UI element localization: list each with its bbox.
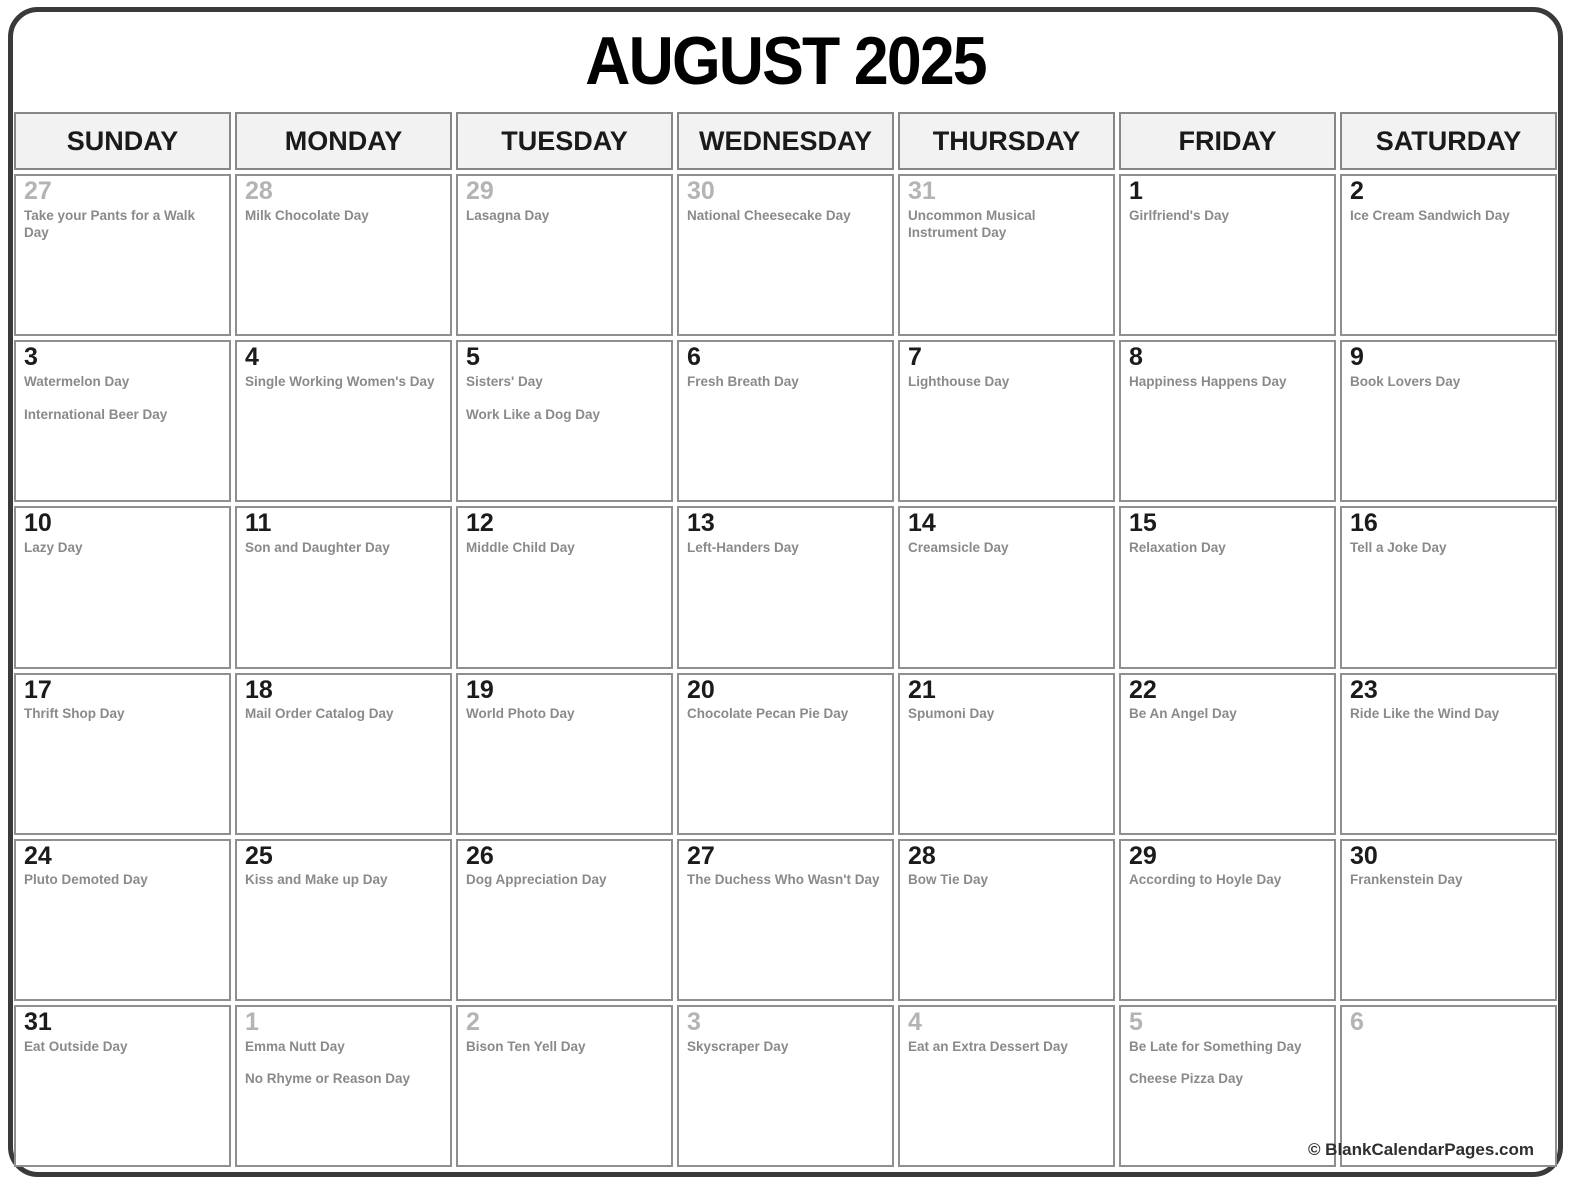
holiday-label: Left-Handers Day: [687, 540, 799, 556]
day-number: 31: [24, 1007, 52, 1036]
calendar-day-cell: [898, 506, 1115, 668]
calendar-day-cell: [456, 174, 673, 336]
weekday-header-thursday: THURSDAY: [898, 112, 1115, 170]
calendar-day-cell: [677, 1005, 894, 1167]
holiday-label: Happiness Happens Day: [1129, 373, 1287, 389]
day-number: 28: [245, 177, 273, 205]
calendar-day-cell: [1340, 839, 1557, 1001]
day-number: 7: [908, 343, 922, 372]
calendar-day-cell: [235, 174, 452, 336]
holiday-label: Lighthouse Day: [908, 373, 1010, 389]
holiday-label: Watermelon Day: [24, 373, 130, 389]
day-number: 25: [245, 841, 273, 870]
holiday-label: Chocolate Pecan Pie Day: [687, 706, 849, 722]
calendar-day-cell: [677, 340, 894, 502]
day-number: 1: [1129, 177, 1143, 205]
calendar-day-cell: [1119, 174, 1336, 336]
holiday-label: Be An Angel Day: [1129, 706, 1237, 722]
day-number: 30: [687, 177, 715, 205]
calendar-day-cell: [456, 839, 673, 1001]
day-number: 12: [466, 509, 494, 538]
holiday-label: The Duchess Who Wasn't Day: [687, 872, 880, 888]
calendar-day-cell: [1119, 340, 1336, 502]
day-number: 16: [1350, 509, 1378, 538]
calendar-day-cell: [898, 340, 1115, 502]
holiday-label: Spumoni Day: [908, 706, 995, 722]
day-number: 3: [687, 1007, 701, 1036]
calendar-day-cell: [677, 174, 894, 336]
day-number: 4: [908, 1007, 922, 1036]
holiday-label: Son and Daughter Day: [245, 540, 390, 556]
holiday-label: Book Lovers Day: [1350, 373, 1461, 389]
day-number: 18: [245, 675, 273, 704]
day-number: 17: [24, 675, 52, 704]
calendar-day-cell: [1119, 839, 1336, 1001]
day-number: 5: [1129, 1007, 1143, 1036]
day-number: 4: [245, 343, 259, 372]
day-number: 27: [687, 841, 715, 870]
holiday-label: Relaxation Day: [1129, 540, 1226, 556]
holiday-label: Frankenstein Day: [1350, 872, 1463, 888]
calendar-frame: [8, 7, 1563, 1177]
calendar-day-cell: [677, 506, 894, 668]
day-number: 6: [687, 343, 701, 372]
calendar-day-cell: [1119, 506, 1336, 668]
day-number: 19: [466, 675, 494, 704]
calendar-day-cell: [898, 174, 1115, 336]
calendar-grid: [14, 174, 1557, 1167]
holiday-label: Milk Chocolate Day: [245, 207, 369, 223]
day-number: 1: [245, 1007, 259, 1036]
holiday-label: Girlfriend's Day: [1129, 207, 1229, 223]
calendar-day-cell: [235, 673, 452, 835]
day-number: 30: [1350, 841, 1378, 870]
day-number: 14: [908, 509, 936, 538]
day-number: 28: [908, 841, 936, 870]
holiday-label: Be Late for Something Day: [1129, 1038, 1302, 1054]
weekday-header-wednesday: WEDNESDAY: [677, 112, 894, 170]
calendar-day-cell: [1340, 340, 1557, 502]
day-number: 10: [24, 509, 52, 538]
calendar-body: [14, 112, 1557, 1167]
holiday-label: According to Hoyle Day: [1129, 872, 1282, 888]
weekday-header-monday: MONDAY: [235, 112, 452, 170]
weekday-header-friday: FRIDAY: [1119, 112, 1336, 170]
day-number: 26: [466, 841, 494, 870]
holiday-label: Ice Cream Sandwich Day: [1350, 207, 1510, 223]
calendar-day-cell: [14, 839, 231, 1001]
calendar-day-cell: [1119, 673, 1336, 835]
day-number: 11: [245, 509, 272, 538]
calendar-day-cell: [1119, 1005, 1336, 1167]
calendar-day-cell: [456, 506, 673, 668]
holiday-label: Pluto Demoted Day: [24, 872, 148, 888]
day-number: 29: [1129, 841, 1157, 870]
calendar-day-cell: [235, 340, 452, 502]
holiday-label: Creamsicle Day: [908, 540, 1009, 556]
day-number: 27: [24, 177, 52, 205]
calendar-day-cell: [898, 673, 1115, 835]
day-number: 23: [1350, 675, 1378, 704]
calendar-day-cell: [677, 673, 894, 835]
day-number: 21: [908, 675, 936, 704]
calendar-day-cell: [14, 506, 231, 668]
calendar-day-cell: [14, 340, 231, 502]
day-number: 24: [24, 841, 52, 870]
day-number: 8: [1129, 343, 1143, 372]
calendar-day-cell: [1340, 174, 1557, 336]
calendar-day-cell: [677, 839, 894, 1001]
holiday-label: Bison Ten Yell Day: [466, 1038, 586, 1054]
holiday-label: Work Like a Dog Day: [466, 406, 601, 422]
holiday-label: International Beer Day: [24, 406, 168, 422]
calendar-day-cell: [898, 839, 1115, 1001]
calendar-day-cell: [456, 673, 673, 835]
calendar-day-cell: [1340, 673, 1557, 835]
calendar-day-cell: [235, 839, 452, 1001]
calendar-day-cell: [235, 1005, 452, 1167]
holiday-label: Bow Tie Day: [908, 872, 989, 888]
calendar-day-cell: [14, 1005, 231, 1167]
holiday-label: World Photo Day: [466, 706, 575, 722]
calendar-day-cell: [14, 174, 231, 336]
day-number: 2: [466, 1007, 480, 1036]
day-number: 2: [1350, 177, 1364, 205]
holiday-label: Lasagna Day: [466, 207, 550, 223]
calendar-day-cell: [456, 340, 673, 502]
holiday-label: Skyscraper Day: [687, 1038, 789, 1054]
holiday-label: Middle Child Day: [466, 540, 575, 556]
day-number: 13: [687, 509, 715, 538]
day-number: 5: [466, 343, 480, 372]
holiday-label: Single Working Women's Day: [245, 373, 435, 389]
holiday-label: Cheese Pizza Day: [1129, 1071, 1244, 1087]
day-number: 20: [687, 675, 715, 704]
holiday-label: Lazy Day: [24, 540, 83, 556]
day-number: 6: [1350, 1007, 1364, 1036]
weekday-header-saturday: SATURDAY: [1340, 112, 1557, 170]
holiday-label: Mail Order Catalog Day: [245, 706, 394, 722]
day-number: 15: [1129, 509, 1157, 538]
holiday-label: Eat an Extra Dessert Day: [908, 1038, 1068, 1054]
weekday-header-sunday: SUNDAY: [14, 112, 231, 170]
calendar-day-cell: [14, 673, 231, 835]
holiday-label: Sisters' Day: [466, 373, 543, 389]
holiday-label: National Cheesecake Day: [687, 207, 851, 223]
holiday-label: Eat Outside Day: [24, 1038, 128, 1054]
calendar-day-cell: [1340, 506, 1557, 668]
holiday-label: Ride Like the Wind Day: [1350, 706, 1500, 722]
holiday-label: Uncommon Musical Instrument Day: [908, 207, 1036, 240]
holiday-label: Tell a Joke Day: [1350, 540, 1447, 556]
day-number: 9: [1350, 343, 1364, 372]
holiday-label: Kiss and Make up Day: [245, 872, 388, 888]
calendar-day-cell: [898, 1005, 1115, 1167]
weekday-header-tuesday: TUESDAY: [456, 112, 673, 170]
day-number: 29: [466, 177, 494, 205]
holiday-label: Take your Pants for a Walk Day: [24, 207, 196, 240]
holiday-label: Dog Appreciation Day: [466, 872, 607, 888]
holiday-label: Emma Nutt Day: [245, 1038, 345, 1054]
holiday-label: Thrift Shop Day: [24, 706, 125, 722]
calendar-day-cell: [235, 506, 452, 668]
day-number: 22: [1129, 675, 1157, 704]
copyright-text: © BlankCalendarPages.com: [1307, 1140, 1534, 1159]
weekday-header-row: [14, 112, 1557, 170]
calendar-title: AUGUST 2025: [585, 23, 986, 99]
day-number: 3: [24, 343, 38, 372]
holiday-label: Fresh Breath Day: [687, 373, 799, 389]
calendar-day-cell: [456, 1005, 673, 1167]
holiday-label: No Rhyme or Reason Day: [245, 1071, 411, 1087]
day-number: 31: [908, 177, 936, 205]
